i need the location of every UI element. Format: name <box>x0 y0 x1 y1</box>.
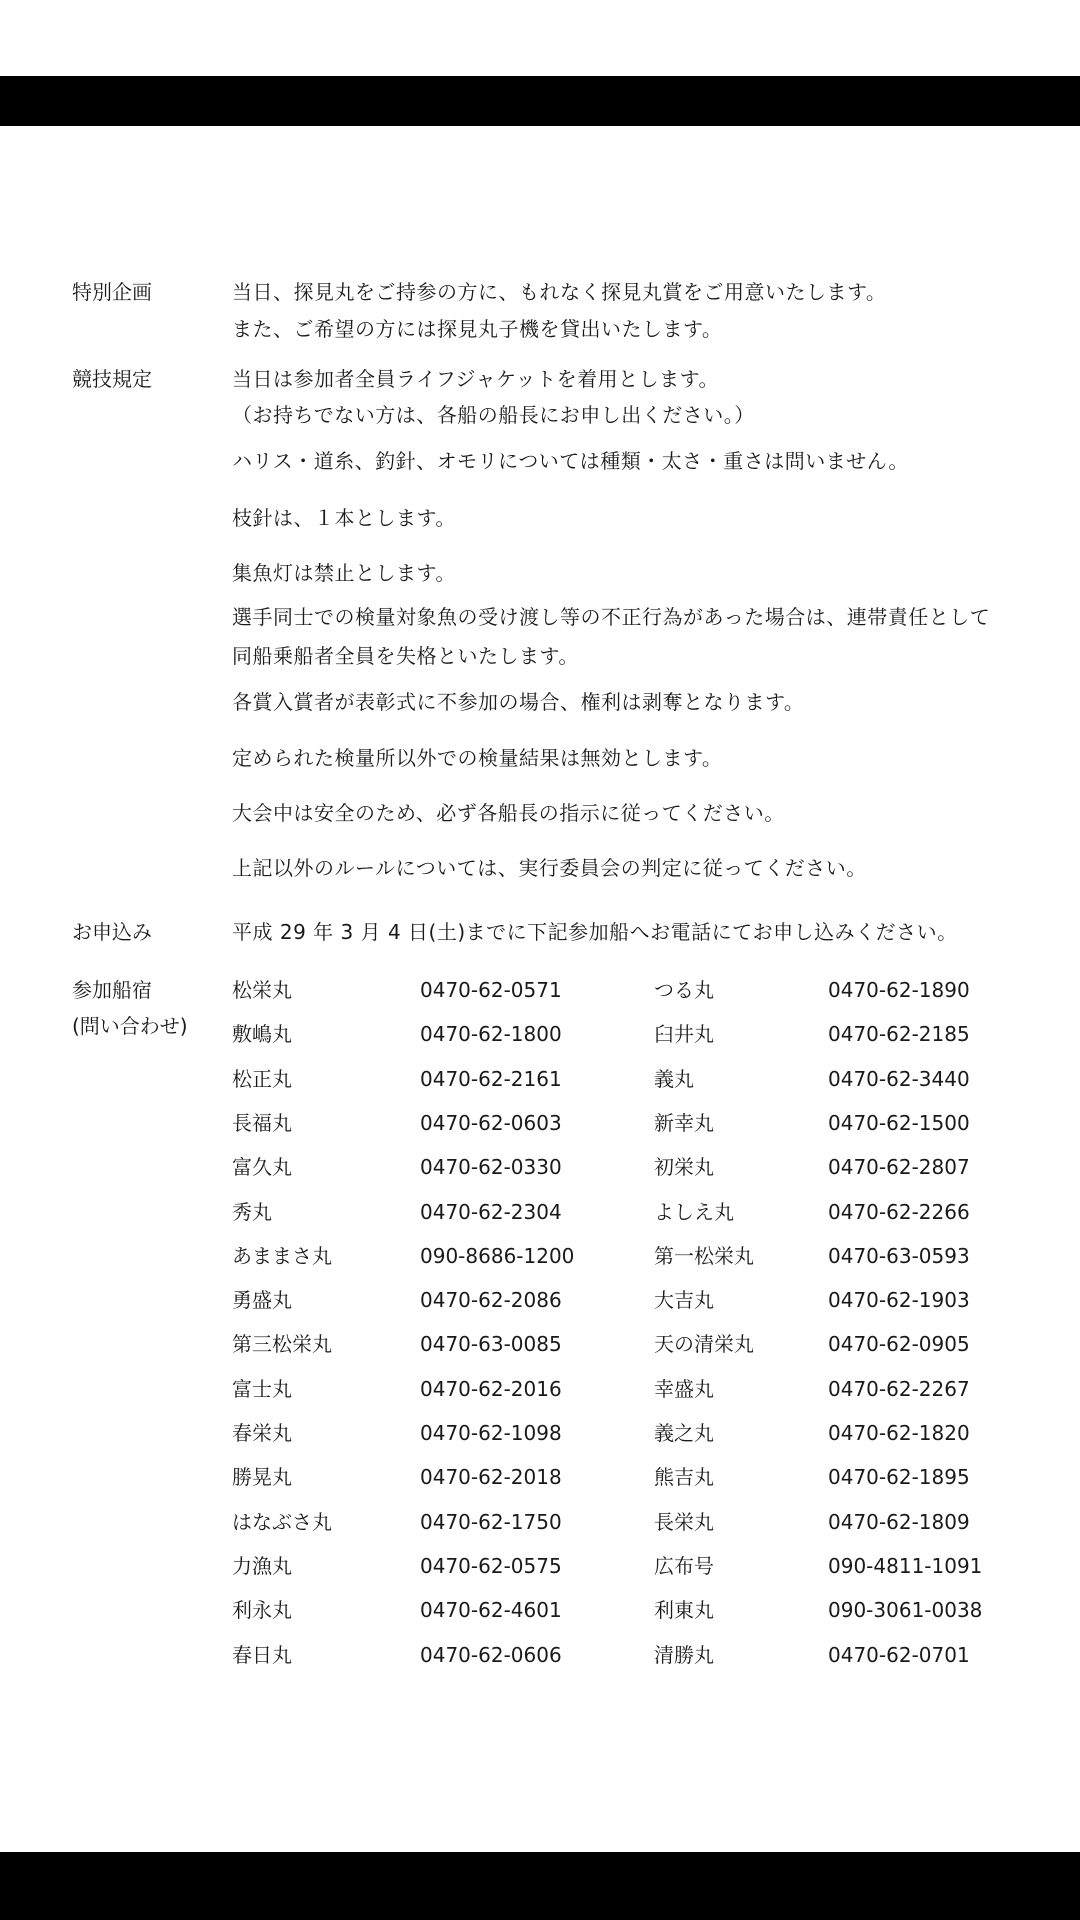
ship-name: 勝晃丸 <box>232 1465 292 1489</box>
ship-name: 秀丸 <box>232 1200 272 1224</box>
ship-name: 大吉丸 <box>654 1288 714 1312</box>
ship-row <box>0 1326 1080 1362</box>
ship-phone: 0470-62-0701 <box>828 1643 970 1667</box>
rules-label: 競技規定 <box>72 367 152 391</box>
rule-line-5: 集魚灯は禁止とします。 <box>232 561 456 585</box>
ship-phone: 0470-62-1890 <box>828 978 970 1002</box>
ship-phone: 0470-62-2086 <box>420 1288 562 1312</box>
ship-name: 清勝丸 <box>654 1643 714 1667</box>
ship-phone: 0470-62-2018 <box>420 1465 562 1489</box>
ship-name: 富久丸 <box>232 1155 292 1179</box>
ship-name: 富士丸 <box>232 1377 292 1401</box>
rule-line-6: 選手同士での検量対象魚の受け渡し等の不正行為があった場合は、連帯責任として <box>232 605 991 629</box>
ship-name: 利永丸 <box>232 1598 292 1622</box>
ship-name: 松正丸 <box>232 1067 292 1091</box>
ship-phone: 0470-62-2304 <box>420 1200 562 1224</box>
application-label: お申込み <box>72 920 152 944</box>
ship-name: 熊吉丸 <box>654 1465 714 1489</box>
ship-name: 勇盛丸 <box>232 1288 292 1312</box>
ship-name: 力漁丸 <box>232 1554 292 1578</box>
special-label: 特別企画 <box>72 280 152 304</box>
ship-phone: 0470-62-2807 <box>828 1155 970 1179</box>
ship-name: 利東丸 <box>654 1598 714 1622</box>
rule-line-9: 定められた検量所以外での検量結果は無効とします。 <box>232 746 723 770</box>
ship-phone: 090-3061-0038 <box>828 1598 983 1622</box>
ship-phone: 090-4811-1091 <box>828 1554 983 1578</box>
rule-line-1: 当日は参加者全員ライフジャケットを着用とします。 <box>232 367 719 391</box>
bottom-black-bar <box>0 1852 1080 1920</box>
special-line-2: また、ご希望の方には探見丸子機を貸出いたします。 <box>232 317 723 341</box>
ships-label: 参加船宿 <box>72 978 152 1002</box>
rule-line-4: 枝針は、１本とします。 <box>232 506 456 530</box>
ship-name: 初栄丸 <box>654 1155 714 1179</box>
ship-phone: 0470-62-1500 <box>828 1111 970 1135</box>
ship-phone: 0470-62-4601 <box>420 1598 562 1622</box>
rule-line-8: 各賞入賞者が表彰式に不参加の場合、権利は剥奪となります。 <box>232 690 805 714</box>
rule-line-11: 上記以外のルールについては、実行委員会の判定に従ってください。 <box>232 856 867 880</box>
ship-phone: 0470-62-0571 <box>420 978 562 1002</box>
ship-name: 広布号 <box>654 1554 714 1578</box>
ship-phone: 0470-62-1800 <box>420 1022 562 1046</box>
ship-phone: 0470-62-3440 <box>828 1067 970 1091</box>
ship-row <box>0 1459 1080 1495</box>
ship-phone: 0470-62-0603 <box>420 1111 562 1135</box>
ship-row <box>0 1282 1080 1318</box>
ship-row <box>0 1415 1080 1451</box>
ship-name: あままさ丸 <box>232 1244 332 1268</box>
ship-row <box>0 1149 1080 1185</box>
ship-name: 第一松栄丸 <box>654 1244 754 1268</box>
ship-name: 長栄丸 <box>654 1510 714 1534</box>
ship-name: 第三松栄丸 <box>232 1332 332 1356</box>
ship-row <box>0 1504 1080 1540</box>
ship-phone: 0470-62-0330 <box>420 1155 562 1179</box>
ship-phone: 0470-62-0905 <box>828 1332 970 1356</box>
ship-name: 新幸丸 <box>654 1111 714 1135</box>
ship-row <box>0 1238 1080 1274</box>
ship-row <box>0 1016 1080 1052</box>
ship-phone: 0470-62-1098 <box>420 1421 562 1445</box>
ship-phone: 0470-62-0575 <box>420 1554 562 1578</box>
ship-phone: 0470-62-1903 <box>828 1288 970 1312</box>
ship-row <box>0 1061 1080 1097</box>
ship-phone: 0470-62-2161 <box>420 1067 562 1091</box>
ship-name: 幸盛丸 <box>654 1377 714 1401</box>
ship-row <box>0 1105 1080 1141</box>
ship-phone: 0470-63-0593 <box>828 1244 970 1268</box>
ship-name: 春日丸 <box>232 1643 292 1667</box>
ship-name: 松栄丸 <box>232 978 292 1002</box>
ship-phone: 0470-62-2266 <box>828 1200 970 1224</box>
ship-name: 天の清栄丸 <box>654 1332 754 1356</box>
application-text: 平成 29 年 3 月 4 日(土)までに下記参加船へお電話にてお申し込みください。 <box>232 920 958 944</box>
rule-line-3: ハリス・道糸、釣針、オモリについては種類・太さ・重さは問いません。 <box>232 449 909 473</box>
ship-phone: 090-8686-1200 <box>420 1244 575 1268</box>
ship-name: 長福丸 <box>232 1111 292 1135</box>
ship-phone: 0470-63-0085 <box>420 1332 562 1356</box>
ship-phone: 0470-62-2016 <box>420 1377 562 1401</box>
special-line-1: 当日、探見丸をご持参の方に、もれなく探見丸賞をご用意いたします。 <box>232 280 887 304</box>
ship-row <box>0 1194 1080 1230</box>
ship-phone: 0470-62-2185 <box>828 1022 970 1046</box>
ships-sublabel: (問い合わせ) <box>72 1014 188 1038</box>
rule-line-7: 同船乗船者全員を失格といたします。 <box>232 644 579 668</box>
ship-row <box>0 1371 1080 1407</box>
rule-line-2: （お持ちでない方は、各船の船長にお申し出ください。） <box>232 403 755 427</box>
ship-name: つる丸 <box>654 978 714 1002</box>
ship-name: 義丸 <box>654 1067 694 1091</box>
ship-name: 敷嶋丸 <box>232 1022 292 1046</box>
ship-phone: 0470-62-1809 <box>828 1510 970 1534</box>
ship-phone: 0470-62-1820 <box>828 1421 970 1445</box>
ship-name: 臼井丸 <box>654 1022 714 1046</box>
rule-line-10: 大会中は安全のため、必ず各船長の指示に従ってください。 <box>232 801 785 825</box>
ship-row <box>0 1637 1080 1673</box>
ship-row <box>0 1592 1080 1628</box>
ship-phone: 0470-62-0606 <box>420 1643 562 1667</box>
ship-name: 春栄丸 <box>232 1421 292 1445</box>
ship-name: よしえ丸 <box>654 1200 734 1224</box>
ship-phone: 0470-62-1750 <box>420 1510 562 1534</box>
ship-row <box>0 972 1080 1008</box>
ship-row <box>0 1548 1080 1584</box>
ship-name: 義之丸 <box>654 1421 714 1445</box>
ship-name: はなぶさ丸 <box>232 1510 332 1534</box>
ship-phone: 0470-62-1895 <box>828 1465 970 1489</box>
ship-phone: 0470-62-2267 <box>828 1377 970 1401</box>
